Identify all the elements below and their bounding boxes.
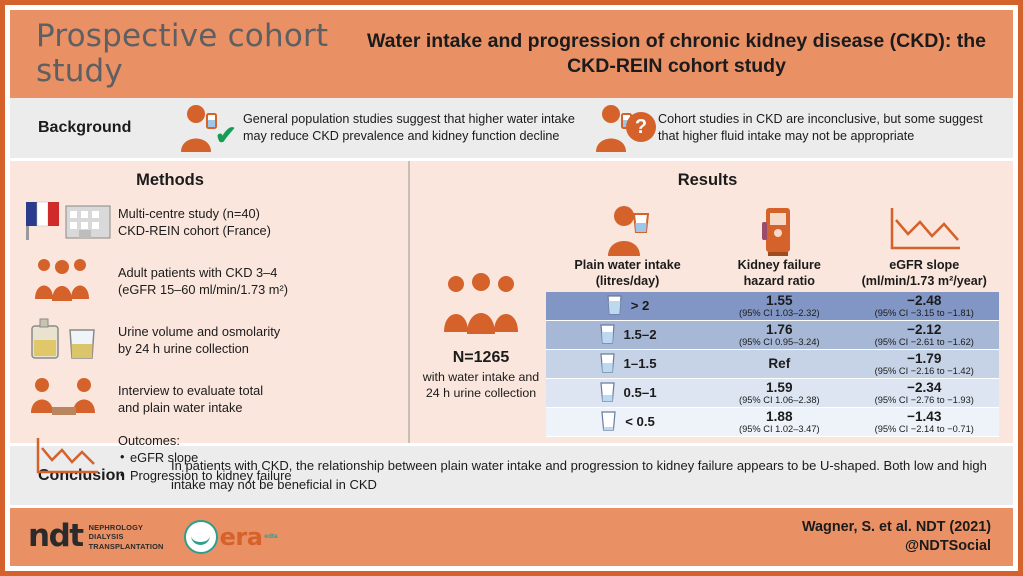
background-label: Background <box>38 119 132 136</box>
citation <box>802 518 991 557</box>
methods-text-2-line2: (eGFR 15–60 ml/min/1.73 m²) <box>118 282 288 297</box>
results-intake-cell <box>546 381 709 406</box>
cohort-summary <box>416 196 546 437</box>
people-group-icon <box>416 270 546 345</box>
results-col-header-slope <box>850 196 999 289</box>
conclusion-label: Conclusion <box>38 466 126 484</box>
methods-row-4 <box>22 373 398 425</box>
results-slope-ci: (95% CI −2.61 to −1.62) <box>874 337 974 348</box>
france-flag-hospital-icon <box>22 196 118 248</box>
egfr-slope-chart-icon <box>850 196 999 258</box>
results-hr-ci: (95% CI 1.06–2.38) <box>738 394 820 405</box>
results-slope-ci: (95% CI −2.16 to −1.42) <box>874 365 974 376</box>
results-hr-cell <box>709 381 849 406</box>
dialysis-machine-icon <box>709 196 849 258</box>
footer-band <box>10 508 1013 566</box>
results-slope-cell <box>850 323 999 348</box>
ndt-subtitle-line2: DIALYSIS <box>88 532 124 542</box>
person-drinking-question-icon <box>586 100 658 156</box>
results-body <box>416 196 999 437</box>
results-hr-cell <box>709 323 849 348</box>
header-band <box>10 10 1013 98</box>
results-title: Results <box>677 171 738 189</box>
background-text-2: Cohort studies in CKD are inconclusive, but some suggest that higher fluid intake may not be appropriate <box>658 112 983 143</box>
results-col-header-hr-line1: Kidney failure <box>737 258 821 272</box>
interview-icon <box>22 373 118 425</box>
ndt-logo <box>28 518 164 555</box>
results-hr-cell <box>709 410 849 435</box>
results-hr-ci: (95% CI 1.03–2.32) <box>738 308 820 319</box>
results-hr-cell <box>709 294 849 319</box>
results-col-header-hr-line2: hazard ratio <box>743 273 815 288</box>
water-glass-icon <box>599 381 616 406</box>
results-col-header-intake <box>546 196 709 289</box>
outcome-item-2: • Progression to kidney failure <box>118 467 291 484</box>
results-slope-cell <box>850 352 999 377</box>
ndt-logo-subtitle <box>89 523 164 551</box>
methods-text-3-line2: by 24 h urine collection <box>118 341 249 356</box>
citation-reference: Wagner, S. et al. NDT (2021) <box>802 518 991 535</box>
results-hr-ci: (95% CI 1.02–3.47) <box>738 423 820 434</box>
table-row <box>546 292 999 321</box>
background-section <box>10 98 1013 161</box>
methods-row-outcomes <box>22 432 398 484</box>
results-intake-cell <box>546 410 709 435</box>
methods-row-2 <box>22 255 398 307</box>
page-title: Water intake and progression of chronic kidney disease (CKD): the CKD-REIN cohort study <box>366 30 987 77</box>
results-col-header-intake-line1: Plain water intake <box>574 258 681 272</box>
outcomes-text <box>118 432 291 483</box>
methods-text-3 <box>118 323 280 357</box>
results-slope-ci: (95% CI −2.76 to −1.93) <box>874 394 974 405</box>
results-slope-value: −2.34 <box>907 379 942 395</box>
results-slope-cell <box>850 381 999 406</box>
table-row <box>546 379 999 408</box>
patients-group-icon <box>22 255 118 307</box>
ndt-subtitle-line3: TRANSPLANTATION <box>88 541 164 551</box>
results-intake-cell <box>546 323 709 348</box>
water-glass-icon <box>600 410 617 435</box>
infographic-inner <box>10 10 1013 566</box>
results-slope-value: −2.12 <box>907 321 942 337</box>
outcome-item-1: • eGFR slope <box>118 449 291 466</box>
results-slope-value: −1.43 <box>907 408 942 424</box>
water-glass-icon <box>599 352 616 377</box>
urine-container-icon <box>22 314 118 366</box>
citation-handle: @NDTSocial <box>905 538 991 554</box>
results-hr-value: Ref <box>768 355 791 371</box>
results-slope-value: −2.48 <box>907 292 942 308</box>
results-hr-cell <box>709 357 849 372</box>
background-text-1: General population studies suggest that higher water intake may reduce CKD prevalence and kidney function decline <box>243 112 575 143</box>
methods-text-3-line1: Urine volume and osmolarity <box>118 323 281 339</box>
trend-chart-icon <box>22 432 118 484</box>
outcomes-heading: Outcomes: <box>118 433 180 449</box>
results-table-header <box>546 196 999 289</box>
results-col-header-slope-line2: (ml/min/1.73 m²/year) <box>861 273 987 288</box>
results-intake-value: < 0.5 <box>625 414 655 430</box>
methods-text-2-line1: Adult patients with CKD 3–4 <box>118 264 278 280</box>
footer-logos <box>28 520 802 554</box>
results-intake-value: 0.5–1 <box>623 385 657 401</box>
table-row <box>546 350 999 379</box>
table-row <box>546 408 999 437</box>
era-wordmark: era <box>219 523 263 551</box>
results-col-header-intake-line2: (litres/day) <box>595 273 660 288</box>
person-drinking-glass-icon <box>546 196 709 258</box>
methods-row-1 <box>22 196 398 248</box>
results-intake-value: 1–1.5 <box>623 356 657 372</box>
water-glass-icon <box>606 294 623 319</box>
methods-text-2 <box>118 264 288 298</box>
methods-title: Methods <box>136 171 204 189</box>
results-table <box>546 196 999 437</box>
background-item-1 <box>171 100 586 156</box>
cohort-description: with water intake and 24 h urine collection <box>422 370 540 401</box>
era-subtitle: edta <box>264 532 278 540</box>
table-row <box>546 321 999 350</box>
water-glass-icon <box>599 323 616 348</box>
results-hr-value: 1.59 <box>766 379 793 395</box>
results-slope-ci: (95% CI −2.14 to −0.71) <box>874 423 974 434</box>
results-intake-cell <box>546 294 709 319</box>
ndt-subtitle-line1: NEPHROLOGY <box>88 522 144 532</box>
results-slope-cell <box>850 294 999 319</box>
check-icon: ✔ <box>215 120 237 150</box>
study-type-label: Prospective cohort study <box>36 18 329 89</box>
results-intake-value: > 2 <box>630 298 650 314</box>
results-hr-value: 1.76 <box>766 321 793 337</box>
methods-row-3 <box>22 314 398 366</box>
results-slope-ci: (95% CI −3.15 to −1.81) <box>874 308 974 319</box>
results-hr-value: 1.55 <box>766 292 793 308</box>
outcomes-list <box>118 449 291 483</box>
results-slope-value: −1.79 <box>907 350 942 366</box>
methods-text-1 <box>118 205 271 239</box>
conclusion-text: In patients with CKD, the relationship between plain water intake and progression to kidney failure appears to be U-shaped. Both low and high intake may not be beneficial in CKD <box>171 458 987 492</box>
results-col-header-hr <box>709 196 849 289</box>
background-item-2 <box>586 100 1001 156</box>
question-mark-icon: ? <box>626 112 656 142</box>
person-drinking-check-icon <box>171 100 243 156</box>
methods-text-1-line2: CKD-REIN cohort (France) <box>118 223 271 238</box>
results-hr-value: 1.88 <box>766 408 793 424</box>
methods-text-1-line1: Multi-centre study (n=40) <box>118 205 260 221</box>
era-circle-icon <box>184 520 218 554</box>
methods-text-4 <box>118 382 263 416</box>
results-slope-cell <box>850 410 999 435</box>
era-edta-logo <box>184 520 278 554</box>
results-col-header-slope-line1: eGFR slope <box>889 258 960 272</box>
ndt-wordmark: ndt <box>28 518 83 555</box>
results-intake-cell <box>546 352 709 377</box>
results-intake-value: 1.5–2 <box>623 327 657 343</box>
results-section <box>410 161 1013 443</box>
methods-text-4-line2: and plain water intake <box>118 400 243 415</box>
results-hr-ci: (95% CI 0.95–3.24) <box>738 337 820 348</box>
methods-text-4-line1: Interview to evaluate total <box>118 382 264 398</box>
cohort-n-label: N=1265 <box>452 349 510 366</box>
